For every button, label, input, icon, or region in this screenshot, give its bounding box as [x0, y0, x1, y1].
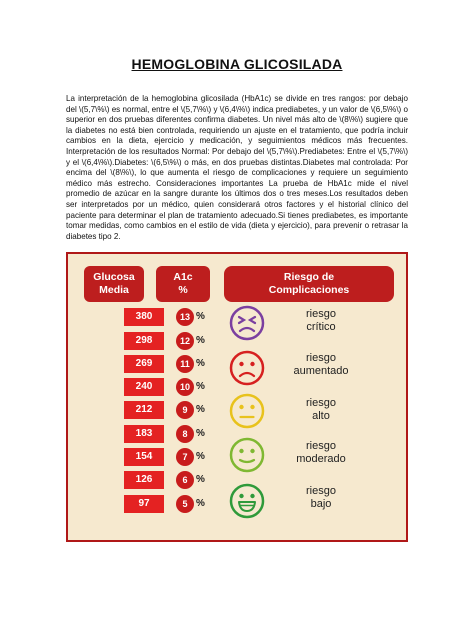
percent-sign: %: [196, 428, 205, 439]
risk-line2: moderado: [296, 453, 346, 465]
header-glucosa-line2: Media: [99, 284, 129, 296]
glucose-value: 97: [124, 495, 164, 513]
glucose-value: 126: [124, 471, 164, 489]
percent-sign: %: [196, 358, 205, 369]
percent-sign: %: [196, 498, 205, 509]
risk-label-bajo: [276, 485, 366, 511]
glucose-value: 240: [124, 378, 164, 396]
glucose-value: 269: [124, 355, 164, 373]
a1c-value: 5: [176, 495, 194, 513]
risk-line1: riesgo: [306, 440, 336, 452]
a1c-value: 7: [176, 448, 194, 466]
percent-sign: %: [196, 404, 205, 415]
a1c-value: 10: [176, 378, 194, 396]
risk-line2: aumentado: [293, 365, 349, 377]
risk-line2: crítico: [306, 321, 336, 333]
a1c-value: 12: [176, 332, 194, 350]
header-riesgo-line2: Complicaciones: [268, 284, 350, 296]
glucose-value: 212: [124, 401, 164, 419]
header-a1c: [156, 266, 210, 302]
risk-label-aumentado: [276, 352, 366, 378]
risk-label-moderado: [276, 440, 366, 466]
a1c-value: 11: [176, 355, 194, 373]
distressed-face-icon: [228, 304, 266, 342]
percent-sign: %: [196, 381, 205, 392]
neutral-face-icon: [228, 392, 266, 430]
happy-face-icon: [228, 482, 266, 520]
risk-line1: riesgo: [306, 352, 336, 364]
glucose-value: 380: [124, 308, 164, 326]
percent-sign: %: [196, 335, 205, 346]
hba1c-infographic: [66, 252, 408, 542]
header-a1c-line1: A1c: [173, 271, 193, 283]
percent-sign: %: [196, 451, 205, 462]
header-riesgo-complicaciones: [224, 266, 394, 302]
body-paragraph: La interpretación de la hemoglobina glicosilada (HbA1c) se divide en tres rangos: por debajo del \(5,7\%\) es normal, entre el \(5,7\%\) y \(6,4\%\) indica prediabetes, y un valor de \(6,5\%\) o superior en dos pruebas diferentes confirma diabetes. Un nivel más alto de \(8\%\) sugiere que la diabetes no está bien controlada, requiriendo un ajuste en el tratamiento, que podría incluir cambios en la dieta, ejercicio y medicación, y seguimientos médicos más frecuentes. Interpretación de los resultados Normal: Por debajo del \(5,7\%\).Prediabetes: Entre el \(5,7\%\) y el \(6,4\%\).Diabetes: \(6,5\%\) o más, en dos pruebas distintas.Diabetes mal controlada: Por encima del \(8\%\), lo que aumenta el riesgo de complicaciones y requiere un seguimiento médico más estrecho. Consideraciones importantes La prueba de HbA1c mide el nivel promedio de azúcar en la sangre durante los últimos dos o tres meses.Los resultados deben ser interpretados por un médico, quien considerará otros factores y el historial clínico del paciente para determinar el plan de tratamiento adecuado.Si tienes prediabetes, es importante tomar medidas, como cambios en el estilo de vida (dieta y ejercicio), para prevenir o retrasar la diabetes tipo 2.: [66, 94, 408, 241]
glucose-value: 298: [124, 332, 164, 350]
glucose-value: 154: [124, 448, 164, 466]
risk-line1: riesgo: [306, 308, 336, 320]
risk-line2: bajo: [310, 498, 332, 510]
risk-label-critico: [276, 308, 366, 334]
a1c-value: 13: [176, 308, 194, 326]
slight-smile-face-icon: [228, 436, 266, 474]
header-glucosa-media: [84, 266, 144, 302]
a1c-value: 9: [176, 401, 194, 419]
a1c-value: 8: [176, 425, 194, 443]
risk-line1: riesgo: [306, 485, 336, 497]
sad-face-icon: [228, 349, 266, 387]
percent-sign: %: [196, 311, 205, 322]
risk-line1: riesgo: [306, 397, 336, 409]
glucose-value: 183: [124, 425, 164, 443]
header-a1c-line2: %: [178, 284, 188, 296]
header-glucosa-line1: Glucosa: [93, 271, 135, 283]
header-riesgo-line1: Riesgo de: [283, 271, 335, 283]
a1c-value: 6: [176, 471, 194, 489]
document-title: HEMOGLOBINA GLICOSILADA: [131, 56, 343, 72]
risk-line2: alto: [312, 410, 330, 422]
risk-label-alto: [276, 397, 366, 423]
percent-sign: %: [196, 474, 205, 485]
